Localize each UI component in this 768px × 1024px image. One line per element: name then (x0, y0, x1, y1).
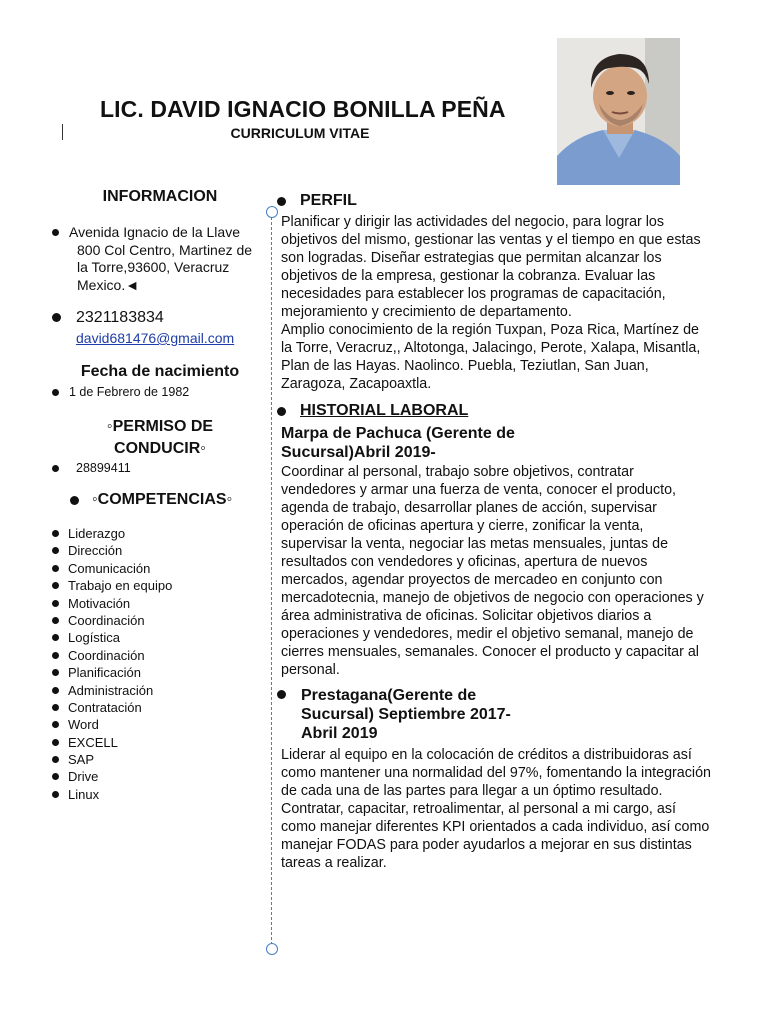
list-item: Linux (48, 786, 248, 803)
list-item: Liderazgo (48, 525, 248, 542)
competencies-bullet (70, 496, 79, 505)
list-item: Administración (48, 682, 248, 699)
bullet-icon (52, 565, 59, 572)
list-item: Contratación (48, 699, 248, 716)
list-item: Drive (48, 768, 248, 785)
candidate-name: LIC. DAVID IGNACIO BONILLA PEÑA (100, 96, 506, 122)
job2-title: Prestagana(Gerente de Sucursal) Septiembre 2017- Abril 2019 (301, 687, 511, 742)
bullet-icon (52, 704, 59, 711)
list-item: Dirección (48, 542, 248, 559)
perfil-text (281, 213, 711, 393)
job2-bullet (277, 690, 286, 699)
address-line-1: Avenida Ignacio de la Llave (69, 224, 240, 240)
bullet-icon (52, 756, 59, 763)
permit-number: 28899411 (76, 461, 131, 475)
permit-bullet (52, 465, 59, 472)
bullet-icon (52, 669, 59, 676)
bullet-icon (52, 634, 59, 641)
birth-date: 1 de Febrero de 1982 (69, 385, 190, 399)
list-item: Planificación (48, 664, 248, 681)
bullet-icon (52, 547, 59, 554)
address (69, 224, 259, 294)
birth-bullet (52, 389, 59, 396)
bullet-icon (52, 721, 59, 728)
column-divider (271, 212, 272, 950)
document-subtitle: CURRICULUM VITAE (230, 125, 370, 141)
list-item: Logística (48, 629, 248, 646)
birth-heading: Fecha de nacimiento (80, 363, 240, 380)
bullet-icon (52, 652, 59, 659)
text-cursor-mark (62, 124, 63, 140)
perfil-paragraph-2: Amplio conocimiento de la región Tuxpan, Poza Rica, Martínez de la Torre, Veracruz,, Altotonga, Jalacingo, Perote, Xalapa, Misantla, Plan de las Hayas. Naolinco. Puebla, Teziutlan, San Juan, Zaragoza, Zacapoaxtla. (281, 322, 701, 392)
divider-top-handle[interactable] (266, 206, 278, 218)
phone-bullet (52, 313, 61, 322)
permit-heading: ◦PERMISO DE CONDUCIR◦ (106, 418, 214, 457)
perfil-heading: PERFIL (300, 192, 357, 209)
competencies-list (48, 525, 248, 803)
bullet-icon (52, 617, 59, 624)
address-bullet (52, 229, 59, 236)
list-item: Coordinación (48, 612, 248, 629)
history-heading: HISTORIAL LABORAL (300, 402, 469, 419)
bullet-icon (52, 530, 59, 537)
list-item: EXCELL (48, 734, 248, 751)
email-link[interactable]: david681476@gmail.com (76, 330, 235, 346)
job1-title: Marpa de Pachuca (Gerente de Sucursal)Abril 2019- (281, 425, 515, 461)
info-heading: INFORMACION (102, 188, 218, 205)
list-item: Coordinación (48, 647, 248, 664)
list-item: SAP (48, 751, 248, 768)
bullet-icon (52, 791, 59, 798)
bullet-icon (52, 687, 59, 694)
phone-number: 2321183834 (76, 309, 164, 326)
profile-photo (557, 38, 680, 185)
job1-description: Coordinar al personal, trabajo sobre objetivos, contratar vendedores y armar una fuerza de venta, conocer el producto, agenda de trabajo, desarrollar planes de acción, supervisar operación de oficinas apertura y cierre, zonificar la venta, supervisar la venta, negociar las metas mensuales, juntas de resultados con vendedores y oficinas, apertura de nuevos mercados, agendar proyectos de mercadeo en conjunto con mercadotecnia, manejo de objetivos de negocio con operaciones y área administrativa de oficinas. Solicitar objetivos diarios a operaciones y vendedores, medir el objetivo semanal, manejo de cierres mensuales, semanales. Conocer el producto y capacitar al personal. (281, 464, 704, 678)
address-rest: 800 Col Centro, Martinez de la Torre,93600, Veracruz Mexico.◄ (77, 241, 253, 293)
list-item: Word (48, 716, 248, 733)
list-item: Motivación (48, 595, 248, 612)
bullet-icon (52, 582, 59, 589)
list-item: Comunicación (48, 560, 248, 577)
bullet-icon (52, 600, 59, 607)
perfil-paragraph-1: Planificar y dirigir las actividades del negocio, para lograr los objetivos del mismo, gestionar las ventas y el tiempo en que estas son logradas. Diseñar estrategias que permitan alcanzar los objetivos de la empresa, gestionar la cobranza. Evaluar las necesidades para establecer los programas de capacitación, mejoramiento y crecimiento de departamento. (281, 214, 701, 320)
history-bullet (277, 407, 286, 416)
list-item: Trabajo en equipo (48, 577, 248, 594)
job2-description: Liderar al equipo en la colocación de créditos a distribuidoras así como mantener una normalidad del 97%, fomentando la integración de cada una de las partes para llegar a un óptimo resultado. Contratar, capacitar, retroalimentar, al personal a mi cargo, así como manejar diferentes KPI orientados a cada individuo, así como manejar FODAS para poder ayudarlos a mejorar en sus distintas tareas a realizar. (281, 747, 711, 871)
perfil-bullet (277, 197, 286, 206)
bullet-icon (52, 773, 59, 780)
bullet-icon (52, 739, 59, 746)
competencies-heading: ◦COMPETENCIAS◦ (92, 491, 233, 508)
divider-bottom-handle[interactable] (266, 943, 278, 955)
